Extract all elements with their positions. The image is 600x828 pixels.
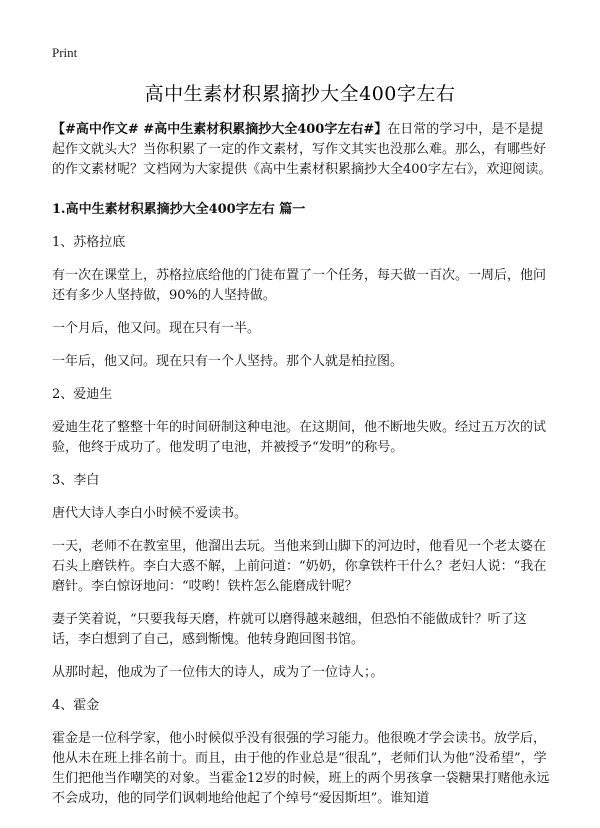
paragraph: 妻子笑着说，“只要我每天磨，杵就可以磨得越来越细，但恐怕不能做成针？听了这话，李白想到了自己，感到惭愧。他转身跑回图书馆。: [52, 612, 527, 647]
subheading-hawking: 4、霍金: [52, 698, 100, 713]
subheading-socrates: 1、苏格拉底: [52, 235, 126, 250]
paragraph: 唐代大诗人李白小时候不爱读书。: [52, 506, 248, 521]
document-body: [52, 120, 552, 822]
paragraph: 从那时起，他成为了一位伟大的诗人，成为了一位诗人；。: [52, 665, 384, 680]
subheading-libai: 3、李白: [52, 473, 100, 488]
paragraph: 霍金是一位科学家，他小时候似乎没有很强的学习能力。他很晚才学会读书。放学后，他从未在班上排名前十。而且，由于他的作业总是“很乱”，老师们认为他“没希望”，学生们把他当作嘲笑的对象。当霍金12岁的时候，班上的两个男孩拿一袋糖果打赌他永远不会成功，他的同学们讽刺地给他起了个绰号“爱因斯坦”。谁知道: [52, 731, 550, 806]
intro-text: 在日常的学习中，是不是提起作文就头大？当你积累了一定的作文素材，写作文其实也没那么难。那么，有哪些好的作文素材呢？文档网为大家提供《高中生素材积累摘抄大全400字左右》，欢迎阅读。: [52, 122, 552, 177]
paragraph: 一天，老师不在教室里，他溜出去玩。当他来到山脚下的河边时，他看见一个老太婆在石头上磨铁杵。李白大惑不解，上前问道：“奶奶，你拿铁杵干什么？老妇人说：“我在磨针。李白惊讶地问：“哎哟！铁杵怎么能磨成针呢？: [52, 539, 547, 594]
paragraph: 爱迪生花了整整十年的时间研制这种电池。在这期间，他不断地失败。经过五万次的试验，他终于成功了。他发明了电池，并被授予“发明”的称号。: [52, 420, 547, 455]
intro-paragraph: [52, 120, 552, 180]
print-label: Print: [52, 45, 78, 60]
intro-tag: 【#高中作文# #高中生素材积累摘抄大全400字左右#】: [52, 122, 388, 137]
section-heading: 1.高中生素材积累摘抄大全400字左右 篇一: [52, 202, 306, 217]
paragraph: 有一次在课堂上，苏格拉底给他的门徒布置了一个任务，每天做一百次。一周后，他问还有多少人坚持做，90%的人坚持做。: [52, 268, 547, 303]
subheading-edison: 2、爱迪生: [52, 387, 113, 402]
paragraph: 一年后，他又问。现在只有一个人坚持。那个人就是柏拉图。: [52, 354, 404, 369]
document-title: 高中生素材积累摘抄大全400字左右: [144, 83, 456, 105]
paragraph: 一个月后，他又问。现在只有一半。: [52, 321, 261, 336]
